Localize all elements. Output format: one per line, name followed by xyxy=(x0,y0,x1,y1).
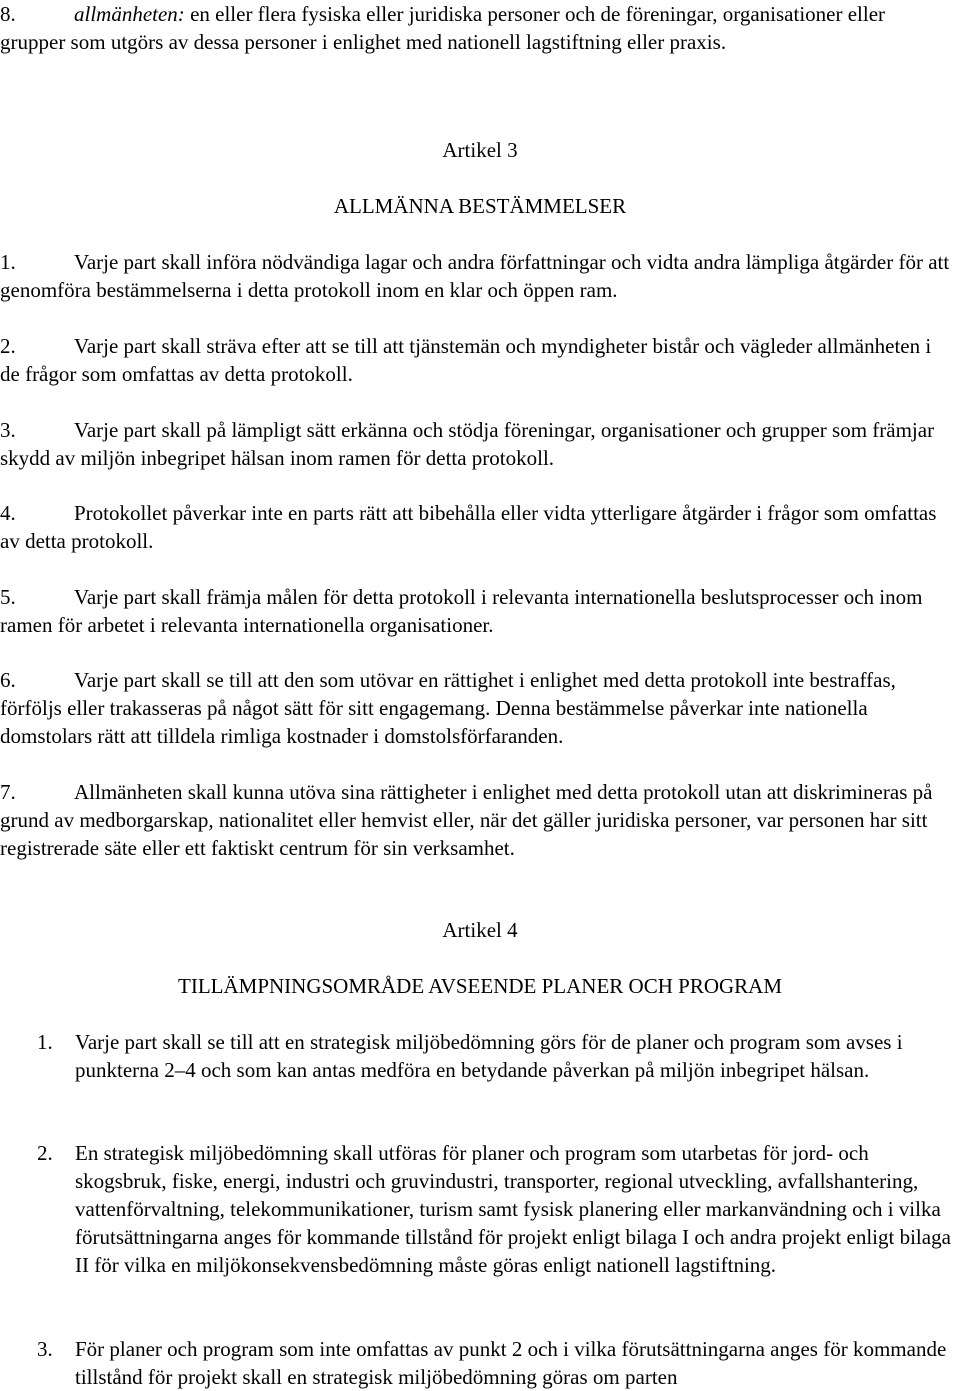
item-number: 2. xyxy=(37,1141,53,1165)
item-text: Varje part skall se till att en strategisk miljöbedömning görs för de planer och program som avses i punkterna 2–4 och som kan antas medföra en betydande påverkan på miljön inbegripet hälsan. xyxy=(75,1030,903,1082)
article-3-paragraph-1 xyxy=(0,248,955,304)
definition-text: en eller flera fysiska eller juridiska personer och de föreningar, organisationer eller grupper som utgörs av dessa personer i enlighet med nationell lagstiftning eller praxis. xyxy=(0,2,886,54)
paragraph-text: Varje part skall främja målen för detta protokoll i relevanta internationella beslutsprocesser och inom ramen för arbetet i relevanta internationella organisationer. xyxy=(0,585,923,637)
article-3-heading: ALLMÄNNA BESTÄMMELSER xyxy=(333,194,627,218)
article-3-paragraph-2 xyxy=(0,332,955,388)
paragraph-text: Varje part skall på lämpligt sätt erkänna och stödja föreningar, organisationer och grupper som främjar skydd av miljön inbegripet hälsan inom ramen för detta protokoll. xyxy=(0,418,935,470)
paragraph-number: 4. xyxy=(0,501,16,525)
paragraph-number: 3. xyxy=(0,418,16,442)
article-4-item-2 xyxy=(0,1139,955,1279)
article-3-paragraph-7 xyxy=(0,778,955,862)
item-text: En strategisk miljöbedömning skall utföras för planer och program som utarbetas för jord- och skogsbruk, fiske, energi, industri och gruvindustri, transporter, regional utveckling, avfallshantering, vattenförvaltning, telekommunikationer, turism samt fysisk planering eller markanvändning och i vilka förutsättningarna anges för kommande tillstånd för projekt enligt bilaga I och andra projekt enligt bilaga II för vilka en miljökonsekvensbedömning måste göras enligt nationell lagstiftning. xyxy=(75,1141,951,1277)
defined-term: allmänheten: xyxy=(74,2,185,26)
article-4-title: Artikel 4 xyxy=(442,918,518,942)
paragraph-text: Allmänheten skall kunna utöva sina rättigheter i enlighet med detta protokoll utan att diskrimineras på grund av medborgarskap, nationalitet eller hemvist eller, när det gäller juridiska personer, var personen har sitt registrerade säte eller ett faktiskt centrum för sin verksamhet. xyxy=(0,780,933,860)
paragraph-number: 1. xyxy=(0,250,16,274)
article-3-title: Artikel 3 xyxy=(442,138,518,162)
article-3-paragraph-5 xyxy=(0,583,955,639)
paragraph-number: 5. xyxy=(0,585,16,609)
definition-item-8 xyxy=(0,0,955,56)
item-text: För planer och program som inte omfattas av punkt 2 och i vilka förutsättningarna anges för kommande tillstånd för projekt skall en strategisk miljöbedömning göras om parten xyxy=(75,1337,947,1389)
article-3-paragraph-3 xyxy=(0,416,955,472)
paragraph-text: Varje part skall införa nödvändiga lagar och andra författningar och vidta andra lämpliga åtgärder för att genomföra bestämmelserna i detta protokoll inom en klar och öppen ram. xyxy=(0,250,950,302)
item-number: 8. xyxy=(0,2,16,26)
article-4-item-3 xyxy=(0,1335,955,1391)
article-4-heading: TILLÄMPNINGSOMRÅDE AVSEENDE PLANER OCH PROGRAM xyxy=(178,974,782,998)
paragraph-text: Protokollet påverkar inte en parts rätt att bibehålla eller vidta ytterligare åtgärder i frågor som omfattas av detta protokoll. xyxy=(0,501,937,553)
item-number: 1. xyxy=(37,1030,53,1054)
paragraph-text: Varje part skall sträva efter att se till att tjänstemän och myndigheter bistår och vägleder allmänheten i de frågor som omfattas av detta protokoll. xyxy=(0,334,932,386)
paragraph-number: 6. xyxy=(0,668,16,692)
item-number: 3. xyxy=(37,1337,53,1361)
article-3-paragraph-6 xyxy=(0,666,955,750)
paragraph-text: Varje part skall se till att den som utövar en rättighet i enlighet med detta protokoll inte bestraffas, förföljs eller trakasseras på något sätt för sitt engagemang. Denna bestämmelse påverkar inte nationella domstolars rätt att tilldela rimliga kostnader i domstolsförfaranden. xyxy=(0,668,896,748)
article-4-item-1 xyxy=(0,1028,955,1084)
paragraph-number: 2. xyxy=(0,334,16,358)
article-3-paragraph-4 xyxy=(0,499,955,555)
paragraph-number: 7. xyxy=(0,780,16,804)
